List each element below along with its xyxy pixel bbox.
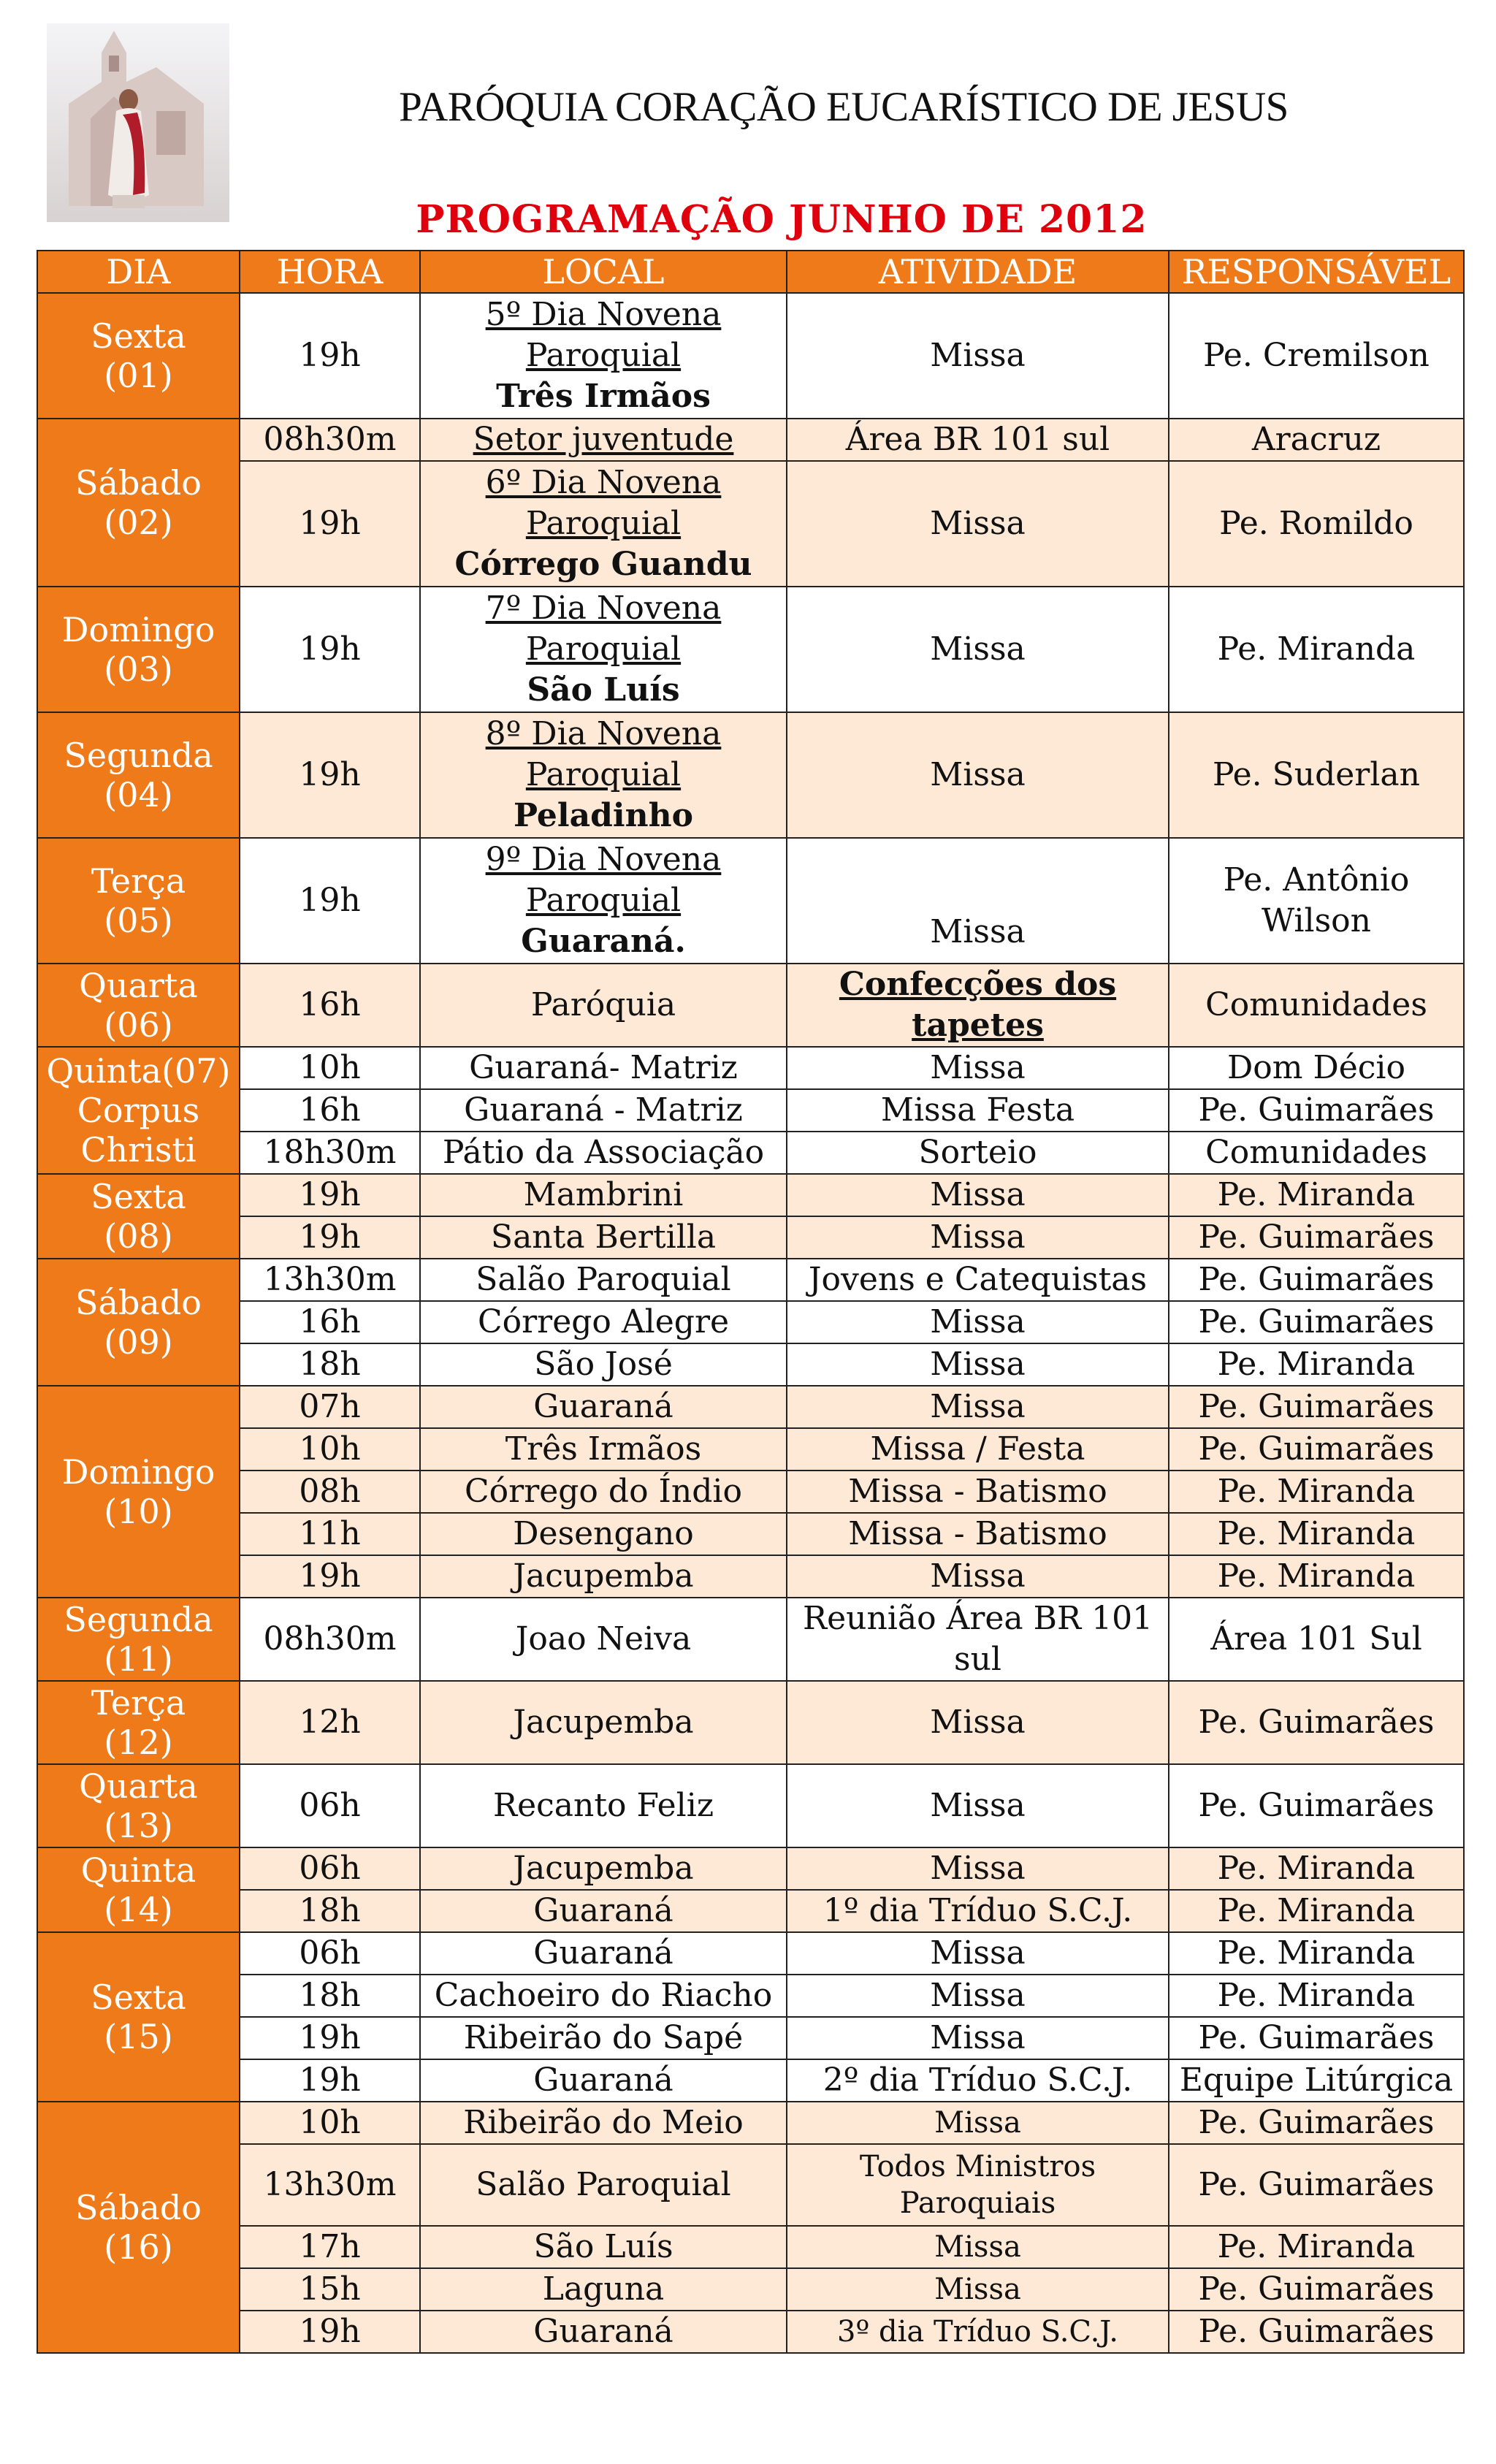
responsavel-cell: Área 101 Sul (1169, 1598, 1464, 1681)
local-cell: Joao Neiva (420, 1598, 787, 1681)
atividade-cell: Missa (787, 1847, 1169, 1890)
header-dia: DIA (37, 251, 240, 293)
atividade-cell: Missa (787, 2226, 1169, 2268)
atividade-cell: 1º dia Tríduo S.C.J. (787, 1890, 1169, 1932)
responsavel-cell: Pe. Romildo (1169, 461, 1464, 587)
local-cell: Guaraná (420, 2311, 787, 2353)
responsavel-cell: Aracruz (1169, 419, 1464, 461)
local-cell: Córrego Alegre (420, 1301, 787, 1343)
local-cell: 9º Dia Novena Paroquial Guaraná. (420, 838, 787, 964)
responsavel-cell: Pe. Guimarães (1169, 1301, 1464, 1343)
hora-cell: 11h (240, 1513, 420, 1555)
day-cell: Quinta(07) Corpus Christi (37, 1047, 240, 1174)
atividade-cell: Missa (787, 1047, 1169, 1089)
responsavel-cell: Pe. Cremilson (1169, 293, 1464, 419)
table-row (37, 1598, 1464, 1681)
local-cell: Paróquia (420, 964, 787, 1047)
day-cell: Sábado (16) (37, 2102, 240, 2353)
local-cell: 5º Dia Novena Paroquial Três Irmãos (420, 293, 787, 419)
hora-cell: 10h (240, 2102, 420, 2144)
hora-cell: 08h30m (240, 419, 420, 461)
table-row (37, 1174, 1464, 1216)
atividade-cell: Missa / Festa (787, 1428, 1169, 1471)
table-row (37, 1216, 1464, 1259)
atividade-cell: Missa (787, 1764, 1169, 1847)
local-cell: Guaraná (420, 1932, 787, 1975)
day-cell: Terça (05) (37, 838, 240, 964)
hora-cell: 06h (240, 1932, 420, 1975)
table-row (37, 1932, 1464, 1975)
local-cell: Córrego do Índio (420, 1471, 787, 1513)
day-cell: Sexta (08) (37, 1174, 240, 1259)
day-cell: Sábado (09) (37, 1259, 240, 1386)
day-cell: Quarta (06) (37, 964, 240, 1047)
table-row (37, 1343, 1464, 1386)
table-row (37, 2311, 1464, 2353)
atividade-cell: Missa (787, 838, 1169, 964)
responsavel-cell: Pe. Guimarães (1169, 1386, 1464, 1428)
local-cell: Ribeirão do Sapé (420, 2017, 787, 2059)
table-row (37, 712, 1464, 838)
table-row (37, 838, 1464, 964)
responsavel-cell: Pe. Miranda (1169, 1343, 1464, 1386)
local-cell: Cachoeiro do Riacho (420, 1975, 787, 2017)
local-cell: Santa Bertilla (420, 1216, 787, 1259)
table-row (37, 2102, 1464, 2144)
hora-cell: 16h (240, 964, 420, 1047)
hora-cell: 19h (240, 461, 420, 587)
responsavel-cell: Pe. Guimarães (1169, 2268, 1464, 2311)
local-cell: Jacupemba (420, 1681, 787, 1764)
local-cell: 6º Dia Novena Paroquial Córrego Guandu (420, 461, 787, 587)
table-row (37, 587, 1464, 712)
local-cell: Ribeirão do Meio (420, 2102, 787, 2144)
hora-cell: 19h (240, 712, 420, 838)
responsavel-cell: Pe. Guimarães (1169, 1259, 1464, 1301)
table-row (37, 1555, 1464, 1598)
day-cell: Sexta (15) (37, 1932, 240, 2102)
atividade-cell: Missa (787, 2102, 1169, 2144)
atividade-cell: Missa (787, 712, 1169, 838)
responsavel-cell: Comunidades (1169, 964, 1464, 1047)
table-row (37, 1047, 1464, 1089)
hora-cell: 18h30m (240, 1132, 420, 1174)
responsavel-cell: Pe. Antônio Wilson (1169, 838, 1464, 964)
hora-cell: 08h30m (240, 1598, 420, 1681)
local-cell: 8º Dia Novena Paroquial Peladinho (420, 712, 787, 838)
responsavel-cell: Dom Décio (1169, 1047, 1464, 1089)
local-cell: Três Irmãos (420, 1428, 787, 1471)
hora-cell: 19h (240, 2311, 420, 2353)
local-cell: Recanto Feliz (420, 1764, 787, 1847)
table-row (37, 2268, 1464, 2311)
atividade-cell: Missa - Batismo (787, 1513, 1169, 1555)
atividade-cell: Confecções dos tapetes (787, 964, 1169, 1047)
schedule-table (37, 250, 1465, 2354)
day-cell: Sábado (02) (37, 419, 240, 587)
atividade-cell: Área BR 101 sul (787, 419, 1169, 461)
atividade-cell: Missa (787, 2268, 1169, 2311)
atividade-cell: Missa (787, 1975, 1169, 2017)
hora-cell: 13h30m (240, 2144, 420, 2226)
responsavel-cell: Pe. Guimarães (1169, 2144, 1464, 2226)
atividade-cell: Missa (787, 1174, 1169, 1216)
atividade-cell: Missa (787, 1932, 1169, 1975)
table-row (37, 1428, 1464, 1471)
hora-cell: 19h (240, 2017, 420, 2059)
atividade-cell: Missa - Batismo (787, 1471, 1169, 1513)
hora-cell: 13h30m (240, 1259, 420, 1301)
local-cell: 7º Dia Novena Paroquial São Luís (420, 587, 787, 712)
local-cell: Pátio da Associação (420, 1132, 787, 1174)
atividade-cell: Sorteio (787, 1132, 1169, 1174)
hora-cell: 06h (240, 1764, 420, 1847)
hora-cell: 18h (240, 1890, 420, 1932)
responsavel-cell: Pe. Suderlan (1169, 712, 1464, 838)
responsavel-cell: Equipe Litúrgica (1169, 2059, 1464, 2102)
hora-cell: 19h (240, 293, 420, 419)
responsavel-cell: Pe. Miranda (1169, 1513, 1464, 1555)
page-title: PARÓQUIA CORAÇÃO EUCARÍSTICO DE JESUS (399, 84, 1289, 130)
day-cell: Terça (12) (37, 1681, 240, 1764)
table-row (37, 2017, 1464, 2059)
atividade-cell: Reunião Área BR 101 sul (787, 1598, 1169, 1681)
atividade-cell: Missa Festa (787, 1089, 1169, 1132)
table-row (37, 461, 1464, 587)
atividade-cell: Missa (787, 461, 1169, 587)
responsavel-cell: Pe. Guimarães (1169, 2017, 1464, 2059)
table-row (37, 1975, 1464, 2017)
hora-cell: 16h (240, 1089, 420, 1132)
responsavel-cell: Pe. Guimarães (1169, 2102, 1464, 2144)
hora-cell: 12h (240, 1681, 420, 1764)
responsavel-cell: Pe. Miranda (1169, 2226, 1464, 2268)
responsavel-cell: Pe. Guimarães (1169, 1428, 1464, 1471)
responsavel-cell: Pe. Guimarães (1169, 1681, 1464, 1764)
header-responsavel: RESPONSÁVEL (1169, 251, 1464, 293)
hora-cell: 19h (240, 2059, 420, 2102)
header-hora: HORA (240, 251, 420, 293)
responsavel-cell: Pe. Miranda (1169, 1847, 1464, 1890)
day-cell: Domingo (03) (37, 587, 240, 712)
atividade-cell: 3º dia Tríduo S.C.J. (787, 2311, 1169, 2353)
hora-cell: 19h (240, 1216, 420, 1259)
church-jesus-image (47, 23, 229, 222)
day-cell: Domingo (10) (37, 1386, 240, 1598)
responsavel-cell: Pe. Miranda (1169, 1975, 1464, 2017)
day-cell: Segunda (11) (37, 1598, 240, 1681)
local-cell: Guaraná - Matriz (420, 1089, 787, 1132)
atividade-cell: Missa (787, 1555, 1169, 1598)
responsavel-cell: Pe. Miranda (1169, 1471, 1464, 1513)
local-cell: Laguna (420, 2268, 787, 2311)
hora-cell: 15h (240, 2268, 420, 2311)
responsavel-cell: Pe. Miranda (1169, 587, 1464, 712)
hora-cell: 19h (240, 1174, 420, 1216)
hora-cell: 16h (240, 1301, 420, 1343)
table-row (37, 1259, 1464, 1301)
table-row (37, 1890, 1464, 1932)
day-cell: Quarta (13) (37, 1764, 240, 1847)
day-cell: Segunda (04) (37, 712, 240, 838)
hora-cell: 10h (240, 1428, 420, 1471)
responsavel-cell: Comunidades (1169, 1132, 1464, 1174)
table-row (37, 1471, 1464, 1513)
local-cell: Salão Paroquial (420, 2144, 787, 2226)
responsavel-cell: Pe. Miranda (1169, 1890, 1464, 1932)
hora-cell: 07h (240, 1386, 420, 1428)
local-cell: Guaraná (420, 1890, 787, 1932)
hora-cell: 18h (240, 1975, 420, 2017)
responsavel-cell: Pe. Miranda (1169, 1555, 1464, 1598)
header-atividade: ATIVIDADE (787, 251, 1169, 293)
atividade-cell: Todos Ministros Paroquiais (787, 2144, 1169, 2226)
table-row (37, 1386, 1464, 1428)
local-cell: Desengano (420, 1513, 787, 1555)
local-cell: São Luís (420, 2226, 787, 2268)
table-row (37, 1301, 1464, 1343)
table-row (37, 2226, 1464, 2268)
local-cell: Mambrini (420, 1174, 787, 1216)
table-row (37, 1681, 1464, 1764)
responsavel-cell: Pe. Guimarães (1169, 1216, 1464, 1259)
table-row (37, 2144, 1464, 2226)
responsavel-cell: Pe. Guimarães (1169, 1764, 1464, 1847)
local-cell: São José (420, 1343, 787, 1386)
table-header-row (37, 251, 1464, 293)
table-row (37, 2059, 1464, 2102)
page-subtitle: PROGRAMAÇÃO JUNHO DE 2012 (416, 197, 1148, 242)
table-row (37, 1847, 1464, 1890)
day-cell: Sexta (01) (37, 293, 240, 419)
local-cell: Setor juventude (420, 419, 787, 461)
responsavel-cell: Pe. Guimarães (1169, 2311, 1464, 2353)
atividade-cell: Missa (787, 1343, 1169, 1386)
hora-cell: 10h (240, 1047, 420, 1089)
hora-cell: 17h (240, 2226, 420, 2268)
responsavel-cell: Pe. Guimarães (1169, 1089, 1464, 1132)
local-cell: Guaraná- Matriz (420, 1047, 787, 1089)
atividade-cell: Missa (787, 293, 1169, 419)
atividade-cell: Missa (787, 2017, 1169, 2059)
table-row (37, 1513, 1464, 1555)
hora-cell: 06h (240, 1847, 420, 1890)
local-cell: Jacupemba (420, 1847, 787, 1890)
atividade-cell: Missa (787, 1681, 1169, 1764)
hora-cell: 18h (240, 1343, 420, 1386)
atividade-cell: 2º dia Tríduo S.C.J. (787, 2059, 1169, 2102)
responsavel-cell: Pe. Miranda (1169, 1932, 1464, 1975)
table-row (37, 964, 1464, 1047)
table-row (37, 1132, 1464, 1174)
atividade-cell: Missa (787, 1301, 1169, 1343)
responsavel-cell: Pe. Miranda (1169, 1174, 1464, 1216)
header-local: LOCAL (420, 251, 787, 293)
hora-cell: 19h (240, 1555, 420, 1598)
local-cell: Jacupemba (420, 1555, 787, 1598)
hora-cell: 08h (240, 1471, 420, 1513)
hora-cell: 19h (240, 838, 420, 964)
local-cell: Guaraná (420, 2059, 787, 2102)
atividade-cell: Missa (787, 587, 1169, 712)
hora-cell: 19h (240, 587, 420, 712)
atividade-cell: Missa (787, 1216, 1169, 1259)
table-row (37, 419, 1464, 461)
day-cell: Quinta (14) (37, 1847, 240, 1932)
atividade-cell: Missa (787, 1386, 1169, 1428)
table-row (37, 1089, 1464, 1132)
table-row (37, 293, 1464, 419)
atividade-cell: Jovens e Catequistas (787, 1259, 1169, 1301)
local-cell: Salão Paroquial (420, 1259, 787, 1301)
table-row (37, 1764, 1464, 1847)
local-cell: Guaraná (420, 1386, 787, 1428)
